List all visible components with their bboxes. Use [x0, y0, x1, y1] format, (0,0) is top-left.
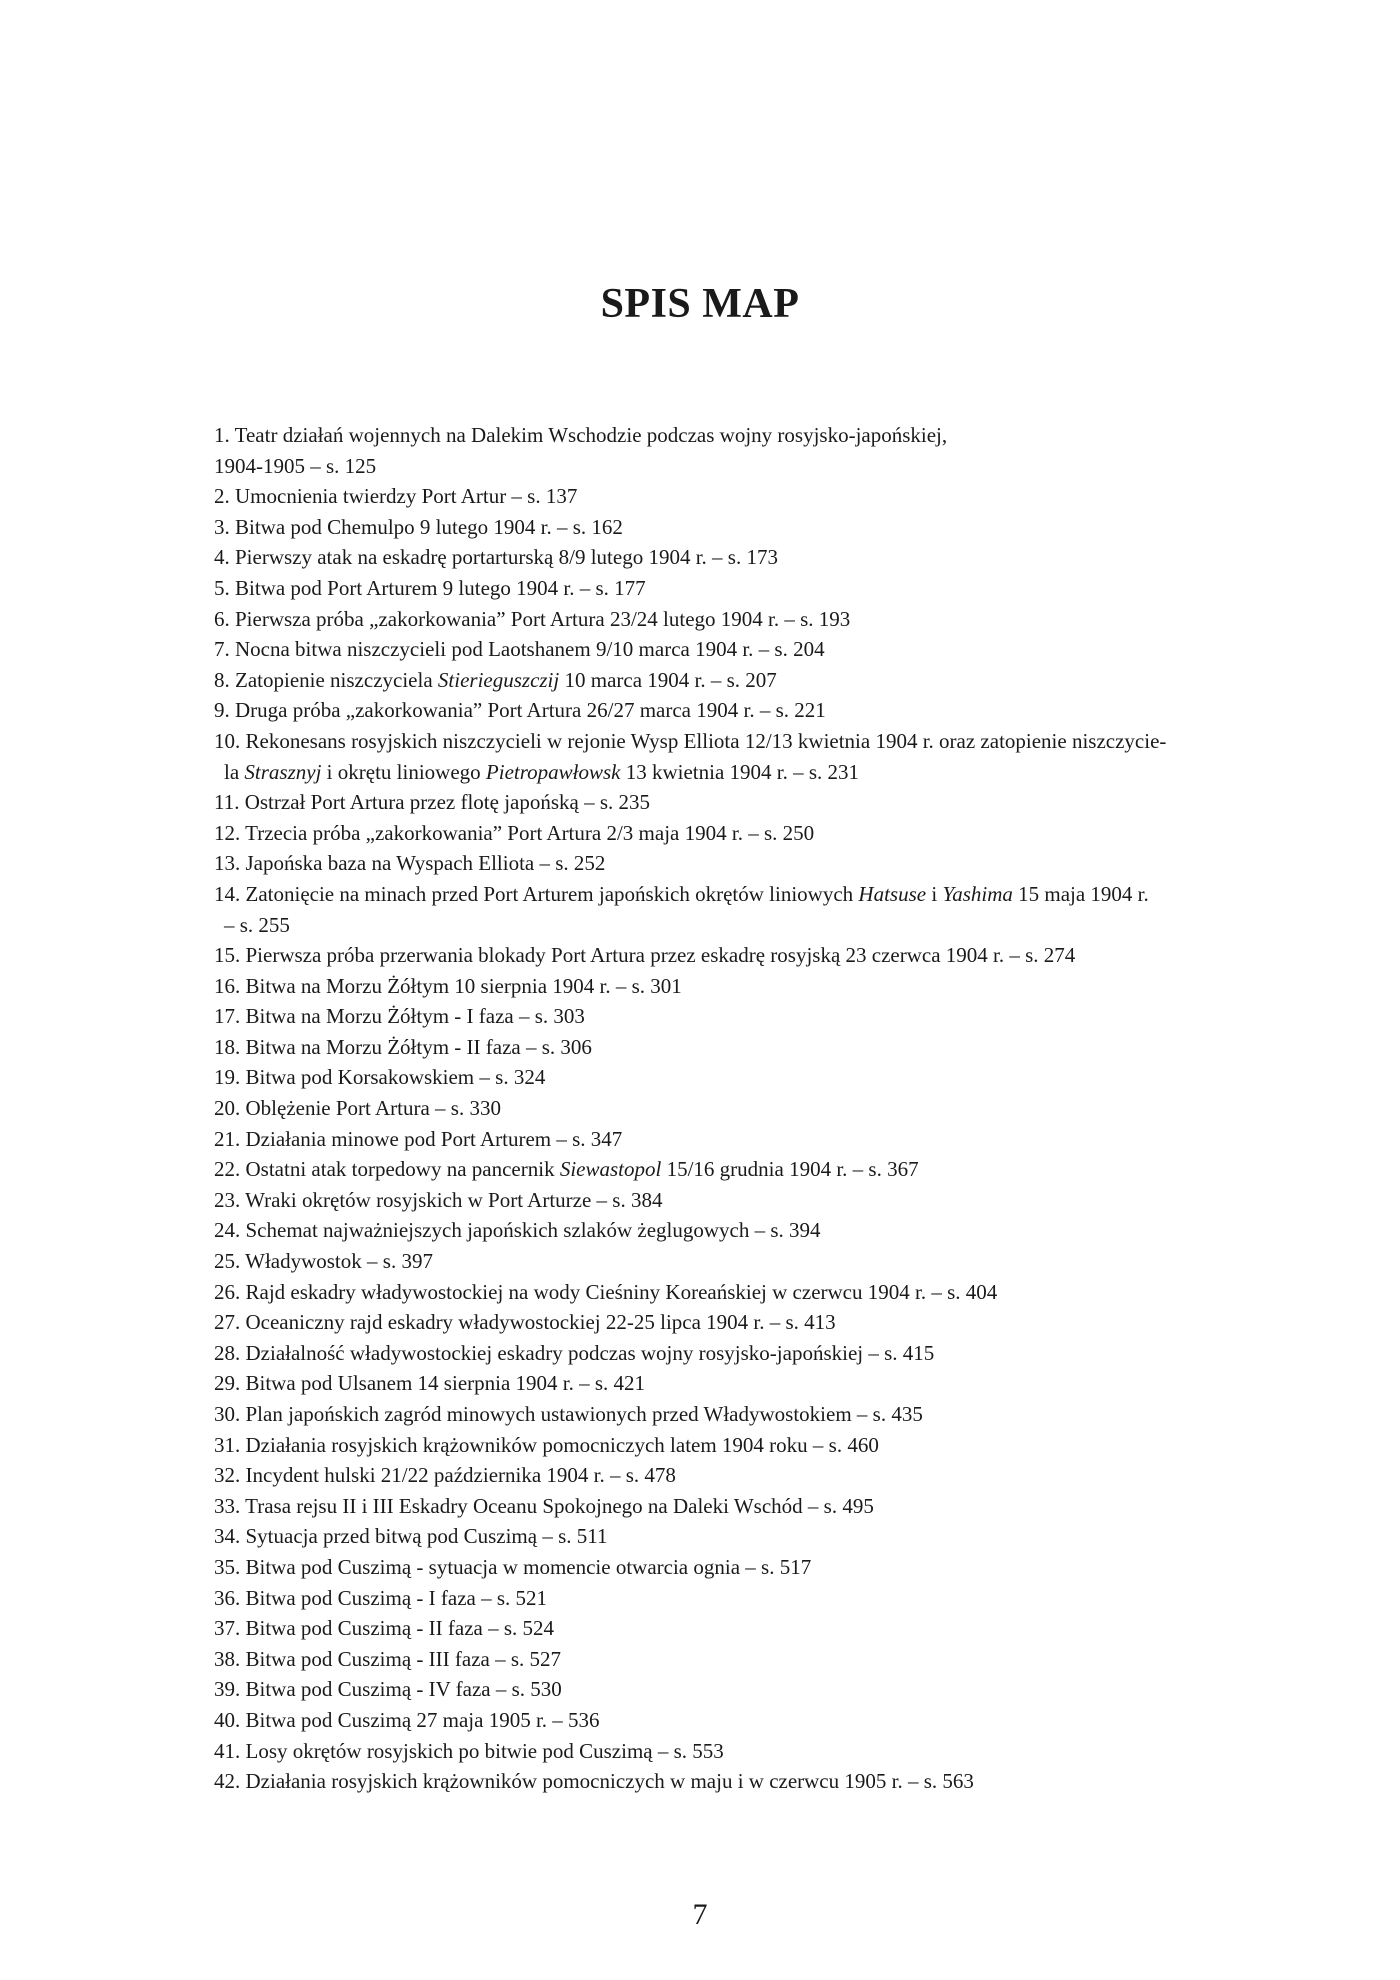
text-segment: 1. Teatr działań wojennych na Dalekim Wschodzie podczas wojny rosyjsko-japońskiej, — [214, 423, 948, 447]
italic-ship-name: Stierieguszczij — [437, 667, 560, 692]
map-list — [214, 420, 1294, 1797]
text-segment: 40. Bitwa pod Cuszimą 27 maja 1905 r. – 536 — [214, 1707, 600, 1732]
text-segment: 25. Władywostok – s. 397 — [214, 1249, 433, 1274]
map-list-item — [214, 1001, 1294, 1032]
italic-ship-name: Pietropawłowsk — [485, 759, 621, 784]
map-list-item — [214, 695, 1294, 726]
map-list-item — [214, 1644, 1294, 1675]
map-entry-line — [214, 787, 1294, 818]
map-entry-line — [214, 848, 1294, 879]
text-segment: 7. Nocna bitwa niszczycieli pod Laotshanem 9/10 marca 1904 r. – s. 204 — [214, 637, 825, 662]
text-segment: 20. Oblężenie Port Artura – s. 330 — [214, 1096, 501, 1121]
map-list-item — [214, 1277, 1294, 1308]
text-segment: 10 marca 1904 r. – s. 207 — [559, 667, 777, 692]
map-entry-line — [214, 1215, 1294, 1246]
map-list-item — [214, 573, 1294, 604]
text-segment: 15/16 grudnia 1904 r. – s. 367 — [661, 1157, 919, 1182]
map-entry-line — [214, 542, 1294, 573]
map-entry-line — [214, 1674, 1294, 1705]
text-segment: 27. Oceaniczny rajd eskadry władywostockiej 22-25 lipca 1904 r. – s. 413 — [214, 1310, 836, 1335]
map-entry-line — [214, 604, 1294, 635]
map-entry-line — [214, 665, 1294, 696]
text-segment: 26. Rajd eskadry władywostockiej na wody Cieśniny Koreańskiej w czerwcu 1904 r. – s. 404 — [214, 1279, 998, 1304]
map-entry-line — [214, 573, 1294, 604]
italic-ship-name: Yashima — [942, 881, 1013, 906]
text-segment: 14. Zatonięcie na minach przed Port Arturem japońskich okrętów liniowych — [214, 881, 859, 906]
text-segment: 9. Druga próba „zakorkowania” Port Artura 26/27 marca 1904 r. – s. 221 — [214, 698, 826, 723]
map-entry-line — [214, 481, 1294, 512]
text-segment: 11. Ostrzał Port Artura przez flotę japońską – s. 235 — [214, 790, 651, 815]
text-segment: 32. Incydent hulski 21/22 października 1904 r. – s. 478 — [214, 1463, 676, 1488]
map-list-item — [214, 634, 1294, 665]
map-entry-line — [214, 818, 1294, 849]
text-segment: 35. Bitwa pod Cuszimą - sytuacja w momencie otwarcia ognia – s. 517 — [214, 1554, 812, 1579]
text-segment: 18. Bitwa na Morzu Żółtym - II faza – s. 306 — [214, 1034, 592, 1059]
map-entry-line — [214, 1246, 1294, 1277]
map-entry-line — [214, 1491, 1294, 1522]
text-segment: 16. Bitwa na Morzu Żółtym 10 sierpnia 1904 r. – s. 301 — [214, 973, 682, 998]
map-list-item — [214, 1032, 1294, 1063]
map-entry-line — [214, 1460, 1294, 1491]
italic-ship-name: Strasznyj — [244, 759, 322, 784]
map-list-item — [214, 420, 1294, 481]
map-entry-line — [214, 1001, 1294, 1032]
text-segment: 42. Działania rosyjskich krążowników pomocniczych w maju i w czerwcu 1905 r. – s. 563 — [214, 1769, 974, 1794]
map-entry-line — [214, 971, 1294, 1002]
map-entry-line — [214, 1368, 1294, 1399]
map-list-item — [214, 787, 1294, 818]
text-segment: 39. Bitwa pod Cuszimą - IV faza – s. 530 — [214, 1677, 562, 1702]
text-segment: 28. Działalność władywostockiej eskadry podczas wojny rosyjsko-japońskiej – s. 415 — [214, 1340, 935, 1365]
text-segment: 4. Pierwszy atak na eskadrę portarturską 8/9 lutego 1904 r. – s. 173 — [214, 545, 778, 570]
map-entry-line — [214, 879, 1294, 910]
map-entry-line — [214, 1338, 1294, 1369]
text-segment: 23. Wraki okrętów rosyjskich w Port Arturze – s. 384 — [214, 1187, 663, 1212]
map-list-item — [214, 1124, 1294, 1155]
text-segment: 5. Bitwa pod Port Arturem 9 lutego 1904 r. – s. 177 — [214, 575, 646, 600]
map-entry-line — [214, 1766, 1294, 1797]
page-number: 7 — [692, 1898, 708, 1931]
text-segment: i okrętu liniowego — [321, 759, 486, 784]
text-segment: 31. Działania rosyjskich krążowników pomocniczych latem 1904 roku – s. 460 — [214, 1432, 879, 1457]
text-segment: 2. Umocnienia twierdzy Port Artur – s. 137 — [214, 484, 578, 509]
map-entry-line — [214, 1613, 1294, 1644]
text-segment: 41. Losy okrętów rosyjskich po bitwie pod Cuszimą – s. 553 — [214, 1738, 724, 1763]
map-list-item — [214, 1613, 1294, 1644]
text-segment: 34. Sytuacja przed bitwą pod Cuszimą – s. 511 — [214, 1524, 608, 1549]
text-segment: – s. 255 — [224, 912, 290, 937]
map-list-item — [214, 1338, 1294, 1369]
map-list-item — [214, 1307, 1294, 1338]
map-entry-line — [214, 1124, 1294, 1155]
text-segment: 21. Działania minowe pod Port Arturem – s. 347 — [214, 1126, 623, 1151]
text-segment: 15. Pierwsza próba przerwania blokady Port Artura przez eskadrę rosyjską 23 czerwca 1904 r. – s. 274 — [214, 943, 1076, 968]
map-entry-continuation — [214, 451, 1294, 482]
map-list-item — [214, 1062, 1294, 1093]
map-entry-line — [214, 634, 1294, 665]
map-entry-line — [214, 1736, 1294, 1767]
map-list-item — [214, 1552, 1294, 1583]
map-entry-line — [214, 1430, 1294, 1461]
page-title: SPIS MAP — [600, 281, 800, 327]
map-entry-line — [214, 420, 1294, 451]
map-list-item — [214, 940, 1294, 971]
map-entry-line — [214, 1032, 1294, 1063]
text-segment: 1904-1905 – s. 125 — [214, 453, 377, 478]
map-entry-line — [214, 1521, 1294, 1552]
text-segment: 13. Japońska baza na Wyspach Elliota – s. 252 — [214, 851, 606, 876]
map-list-item — [214, 818, 1294, 849]
text-segment: 22. Ostatni atak torpedowy na pancernik — [214, 1157, 560, 1182]
text-segment: la — [224, 759, 245, 784]
text-segment: i — [926, 881, 943, 906]
text-segment: 13 kwietnia 1904 r. – s. 231 — [620, 759, 860, 784]
map-entry-line — [214, 1705, 1294, 1736]
map-list-item — [214, 1491, 1294, 1522]
map-entry-line — [214, 1277, 1294, 1308]
text-segment: 37. Bitwa pod Cuszimą - II faza – s. 524 — [214, 1616, 555, 1641]
map-list-item — [214, 1705, 1294, 1736]
text-segment: 12. Trzecia próba „zakorkowania” Port Artura 2/3 maja 1904 r. – s. 250 — [214, 820, 815, 845]
map-list-item — [214, 1674, 1294, 1705]
map-entry-line — [214, 726, 1294, 757]
map-entry-line — [214, 1644, 1294, 1675]
text-segment: 17. Bitwa na Morzu Żółtym - I faza – s. 303 — [214, 1004, 585, 1029]
map-entry-continuation — [214, 910, 1294, 941]
map-list-item — [214, 1521, 1294, 1552]
map-list-item — [214, 1368, 1294, 1399]
text-segment: 33. Trasa rejsu II i III Eskadry Oceanu Spokojnego na Daleki Wschód – s. 495 — [214, 1493, 874, 1518]
map-entry-line — [214, 695, 1294, 726]
map-entry-line — [214, 1093, 1294, 1124]
map-entry-continuation — [214, 757, 1294, 788]
map-list-item — [214, 1185, 1294, 1216]
map-entry-line — [214, 1154, 1294, 1185]
map-entry-line — [214, 1399, 1294, 1430]
map-list-item — [214, 1215, 1294, 1246]
map-list-item — [214, 1460, 1294, 1491]
map-list-item — [214, 1583, 1294, 1614]
text-segment: 3. Bitwa pod Chemulpo 9 lutego 1904 r. – s. 162 — [214, 514, 623, 539]
text-segment: 8. Zatopienie niszczyciela — [214, 667, 438, 692]
text-segment: 36. Bitwa pod Cuszimą - I faza – s. 521 — [214, 1585, 548, 1610]
map-entry-line — [214, 1307, 1294, 1338]
italic-ship-name: Hatsuse — [858, 881, 927, 906]
map-entry-line — [214, 512, 1294, 543]
map-list-item — [214, 1766, 1294, 1797]
map-list-item — [214, 1399, 1294, 1430]
italic-ship-name: Siewastopol — [559, 1157, 662, 1182]
map-list-item — [214, 971, 1294, 1002]
text-segment: 19. Bitwa pod Korsakowskiem – s. 324 — [214, 1065, 546, 1090]
text-segment: 10. Rekonesans rosyjskich niszczycieli w rejonie Wysp Elliota 12/13 kwietnia 1904 r. oraz zatopienie niszczycie- — [214, 728, 1167, 753]
map-list-item — [214, 1154, 1294, 1185]
map-list-item — [214, 512, 1294, 543]
map-list-item — [214, 1430, 1294, 1461]
map-list-item — [214, 481, 1294, 512]
map-entry-line — [214, 1583, 1294, 1614]
text-segment: 24. Schemat najważniejszych japońskich szlaków żeglugowych – s. 394 — [214, 1218, 821, 1243]
map-list-item — [214, 604, 1294, 635]
text-segment: 30. Plan japońskich zagród minowych ustawionych przed Władywostokiem – s. 435 — [214, 1402, 923, 1426]
map-list-item — [214, 1246, 1294, 1277]
map-list-item — [214, 1093, 1294, 1124]
text-segment: 6. Pierwsza próba „zakorkowania” Port Artura 23/24 lutego 1904 r. – s. 193 — [214, 606, 851, 631]
map-list-item — [214, 879, 1294, 940]
map-entry-line — [214, 1185, 1294, 1216]
map-list-item — [214, 1736, 1294, 1767]
map-list-item — [214, 848, 1294, 879]
map-entry-line — [214, 1062, 1294, 1093]
map-entry-line — [214, 940, 1294, 971]
map-list-item — [214, 726, 1294, 787]
map-list-item — [214, 542, 1294, 573]
text-segment: 15 maja 1904 r. — [1012, 881, 1149, 906]
map-entry-line — [214, 1552, 1294, 1583]
map-list-item — [214, 665, 1294, 696]
text-segment: 38. Bitwa pod Cuszimą - III faza – s. 527 — [214, 1646, 562, 1671]
text-segment: 29. Bitwa pod Ulsanem 14 sierpnia 1904 r. – s. 421 — [214, 1371, 646, 1396]
